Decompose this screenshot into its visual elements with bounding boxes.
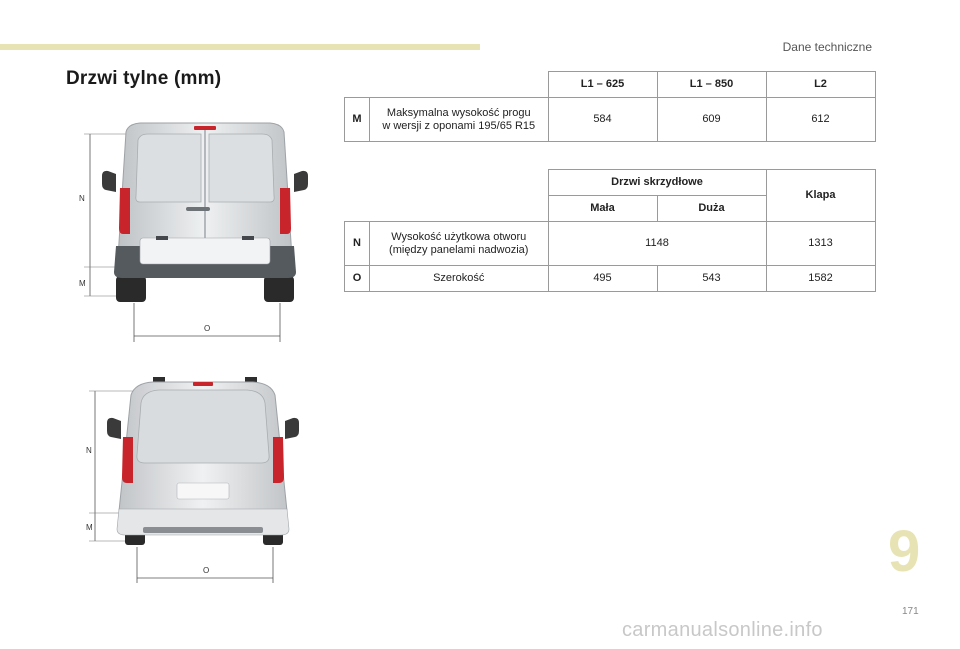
header-accent-bar	[0, 44, 480, 50]
dimension-label-o: O	[203, 566, 210, 575]
dimension-label-n: N	[86, 446, 92, 455]
page-title: Drzwi tylne (mm)	[66, 68, 222, 89]
row-key: M	[345, 98, 370, 142]
table-cell: 1313	[766, 222, 875, 266]
watermark: carmanualsonline.info	[622, 619, 823, 641]
dimension-label-m: M	[79, 279, 86, 288]
van-rear-illustration	[76, 118, 326, 346]
column-header: Duża	[657, 196, 766, 222]
van-rear-figure	[76, 118, 326, 346]
table-cell: 495	[548, 266, 657, 292]
column-header: Mała	[548, 196, 657, 222]
column-header: L2	[766, 72, 875, 98]
row-label-line: Maksymalna wysokość progu	[386, 106, 531, 119]
table-cell: 1148	[548, 222, 766, 266]
table-row	[345, 222, 876, 266]
row-label-line: (między panelami nadwozia)	[389, 243, 529, 256]
chapter-number: 9	[888, 519, 921, 584]
page-number: 171	[902, 606, 919, 617]
table-row	[345, 266, 876, 292]
section-title: Dane techniczne	[782, 40, 872, 54]
dimension-label-o: O	[204, 324, 211, 333]
table-cell: 584	[548, 98, 657, 142]
row-key: N	[345, 222, 370, 266]
row-label-line: Wysokość użytkowa otworu	[391, 230, 527, 243]
column-header: L1 – 850	[657, 72, 766, 98]
table-row	[345, 98, 876, 142]
dimension-label-n: N	[79, 194, 85, 203]
row-label	[370, 222, 549, 266]
table-cell: 543	[657, 266, 766, 292]
row-key: O	[345, 266, 370, 292]
table-cell: 612	[766, 98, 875, 142]
table-cell: 1582	[766, 266, 875, 292]
table-cell: 609	[657, 98, 766, 142]
mpv-rear-figure	[83, 373, 323, 587]
mpv-rear-illustration	[83, 373, 323, 587]
column-header: Klapa	[766, 170, 875, 222]
group-header: Drzwi skrzydłowe	[548, 170, 766, 196]
row-label-line: w wersji z oponami 195/65 R15	[382, 119, 536, 132]
threshold-height-table	[344, 71, 876, 142]
row-label: Szerokość	[370, 266, 549, 292]
row-label	[370, 98, 549, 142]
column-header: L1 – 625	[548, 72, 657, 98]
door-opening-table	[344, 169, 876, 292]
dimension-label-m: M	[86, 523, 93, 532]
